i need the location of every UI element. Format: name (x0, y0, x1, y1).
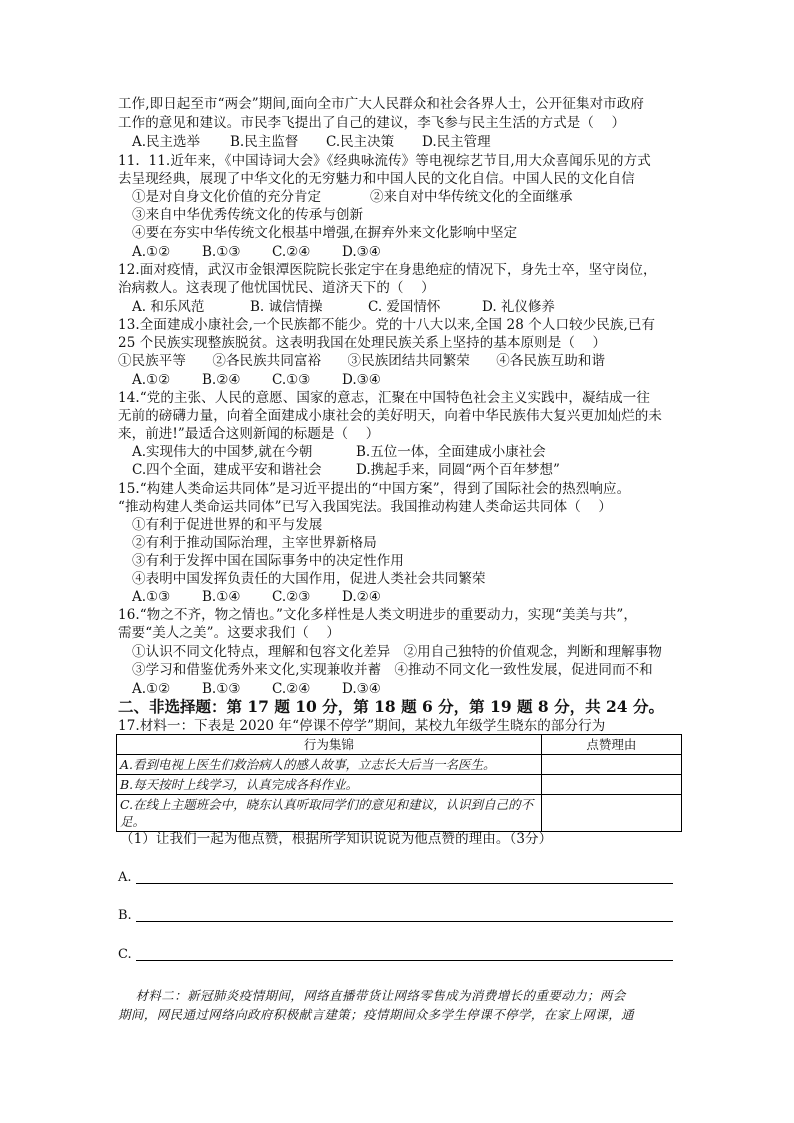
q15-stem-line2: “推动构建人类命运共同体”已写入我国宪法。我国推动构建人类命运共同体（ ） (118, 499, 612, 515)
table-header-reason: 点赞理由 (541, 735, 681, 755)
q11-option-c: C.②④ (272, 244, 311, 260)
table-header-row (117, 735, 682, 755)
q15-item-3: ③有利于发挥中国在国际事务中的决定性作用 (132, 553, 404, 569)
q14-option-d: D.携起手来，同圆“两个百年梦想” (356, 462, 560, 478)
q14-stem-line2: 无前的磅礴力量，向着全面建成小康社会的美好明天，向着中华民族伟大复兴更加灿烂的未 (118, 408, 662, 424)
q12-option-a: A. 和乐风范 (132, 299, 205, 315)
table-header-behavior: 行为集锦 (117, 735, 542, 755)
q15-item-1: ①有利于促进世界的和平与发展 (132, 517, 323, 533)
q10-option-b: B.民主监督 (230, 134, 299, 150)
q13-option-a: A.①② (132, 372, 171, 388)
table-cell-reason-b[interactable] (541, 775, 681, 795)
q15-item-4: ④表明中国发挥负责任的大国作用，促进人类社会共同繁荣 (132, 571, 486, 587)
q16-items-row1: ①认识不同文化特点，理解和包容文化差异 ②用自己独特的价值观念，判断和理解事物 (132, 644, 662, 660)
q11-stem-line1: 11. 11.近年来，《中国诗词大会》《经典咏流传》等电视综艺节目,用大众喜闻乐见的方式 (118, 153, 651, 169)
table-row (117, 775, 682, 795)
q16-items-row2: ③学习和借鉴优秀外来文化,实现兼收并蓄 ④推动不同文化一致性发展，促进同而不和 (132, 662, 653, 678)
q12-option-c: C. 爱国情怀 (368, 299, 441, 315)
material2-line2: 期间，网民通过网络向政府积极献言建策；疫情期间众多学生停课不停学，在家上网课，通 (118, 1007, 635, 1022)
q13-option-c: C.①③ (272, 372, 311, 388)
q12-option-d: D. 礼仪修养 (482, 299, 555, 315)
q10-option-a: A.民主选举 (132, 134, 201, 150)
behavior-table (116, 734, 682, 832)
table-cell-reason-c[interactable] (541, 795, 681, 832)
answer-line-c[interactable] (136, 960, 673, 961)
q10-option-d: D.民主管理 (422, 134, 491, 150)
q13-option-b: B.②④ (202, 372, 241, 388)
q16-stem-line1: 16.“物之不齐，物之情也。”文化多样性是人类文明进步的重要动力，实现“美美与共”， (118, 607, 638, 623)
q11-stem-line2: 去呈现经典，展现了中华文化的无穷魅力和中国人民的文化自信。中国人民的文化自信 (118, 171, 635, 187)
q11-item-1: ①是对自身文化价值的充分肯定 (132, 189, 321, 205)
table-cell-reason-a[interactable] (541, 755, 681, 775)
answer-label-b: B. (118, 908, 132, 923)
q10-stem-line2: 工作的意见和建议。市民李飞提出了自己的建议，李飞参与民主生活的方式是（ ） (118, 115, 626, 131)
answer-label-a: A. (118, 870, 132, 885)
q17-subquestion-1: （1）让我们一起为他点赞，根据所学知识说说为他点赞的理由。（3分） (120, 831, 553, 847)
q11-item-3: ③来自中华优秀传统文化的传承与创新 (132, 207, 364, 223)
q13-option-d: D.③④ (342, 372, 381, 388)
material2-line1: 材料二：新冠肺炎疫情期间，网络直播带货让网络零售成为消费增长的重要动力；两会 (118, 988, 626, 1003)
q15-option-d: D.②④ (342, 589, 381, 605)
q16-option-a: A.①② (132, 681, 171, 697)
q16-option-c: C.②④ (272, 681, 311, 697)
q11-item-2: ②来自对中华传统文化的全面继承 (370, 189, 573, 205)
table-row (117, 755, 682, 775)
q13-stem-line2: 25 个民族实现整族脱贫。这表明我国在处理民族关系上坚持的基本原则是（ ） (118, 335, 607, 351)
q13-items: ①民族平等 ②各民族共同富裕 ③民族团结共同繁荣 ④各民族互助和谐 (118, 353, 606, 369)
table-cell-behavior-a: A.看到电视上医生们救治病人的感人故事，立志长大后当一名医生。 (117, 755, 542, 775)
q11-option-b: B.①③ (202, 244, 241, 260)
table-cell-behavior-b: B.每天按时上线学习，认真完成各科作业。 (117, 775, 542, 795)
q15-option-b: B.①④ (202, 589, 241, 605)
q14-stem-line3: 来，前进!”最适合这则新闻的标题是（ ） (118, 426, 380, 442)
q10-stem-line1: 工作,即日起至市“两会”期间,面向全市广大人民群众和社会各界人士，公开征集对市政府 (118, 96, 644, 112)
q12-option-b: B. 诚信情操 (250, 299, 323, 315)
q16-option-b: B.①③ (202, 681, 241, 697)
table-row (117, 795, 682, 832)
section-two-heading: 二、非选择题：第 17 题 10 分，第 18 题 6 分，第 19 题 8 分，共 24 分。 (118, 697, 664, 716)
q11-item-4: ④要在夯实中华传统文化根基中增强,在摒弃外来文化影响中坚定 (132, 225, 518, 241)
table-cell-behavior-c: C.在线上主题班会中，晓东认真听取同学们的意见和建议，认识到自己的不足。 (117, 795, 542, 832)
q10-option-c: C.民主决策 (326, 134, 395, 150)
q15-option-c: C.②③ (272, 589, 311, 605)
q16-stem-line2: 需要“美人之美”。这要求我们（ ） (118, 625, 340, 641)
q14-option-b: B.五位一体，全面建成小康社会 (356, 444, 546, 460)
q11-option-a: A.①② (132, 244, 171, 260)
q13-stem-line1: 13.全面建成小康社会,一个民族都不能少。党的十八大以来,全国 28 个人口较少民族,已有 (118, 317, 656, 333)
q15-stem-line1: 15.“构建人类命运共同体”是习近平提出的“中国方案”，得到了国际社会的热烈响应。 (118, 481, 631, 497)
answer-line-b[interactable] (136, 921, 673, 922)
answer-label-c: C. (118, 947, 132, 962)
q17-material1: 17.材料一：下表是 2020 年“停课不停学”期间，某校九年级学生晓东的部分行为 (118, 718, 606, 734)
q15-item-2: ②有利于推动国际治理，主宰世界新格局 (132, 535, 377, 551)
answer-line-a[interactable] (136, 883, 673, 884)
q14-option-a: A.实现伟大的中国梦,就在今朝 (132, 444, 313, 460)
q14-option-c: C.四个全面，建成平安和谐社会 (132, 462, 322, 478)
q12-stem-line2: 治病救人。这表现了他忧国忧民、道济天下的（ ） (118, 280, 435, 296)
q11-option-d: D.③④ (342, 244, 381, 260)
q16-option-d: D.③④ (342, 681, 381, 697)
q15-option-a: A.①③ (132, 589, 171, 605)
q12-stem-line1: 12.面对疫情，武汉市金银潭医院院长张定宇在身患绝症的情况下，身先士卒，坚守岗位， (118, 262, 657, 278)
q14-stem-line1: 14.“党的主张、人民的意愿、国家的意志，汇聚在中国特色社会主义实践中，凝结成一往 (118, 390, 650, 406)
